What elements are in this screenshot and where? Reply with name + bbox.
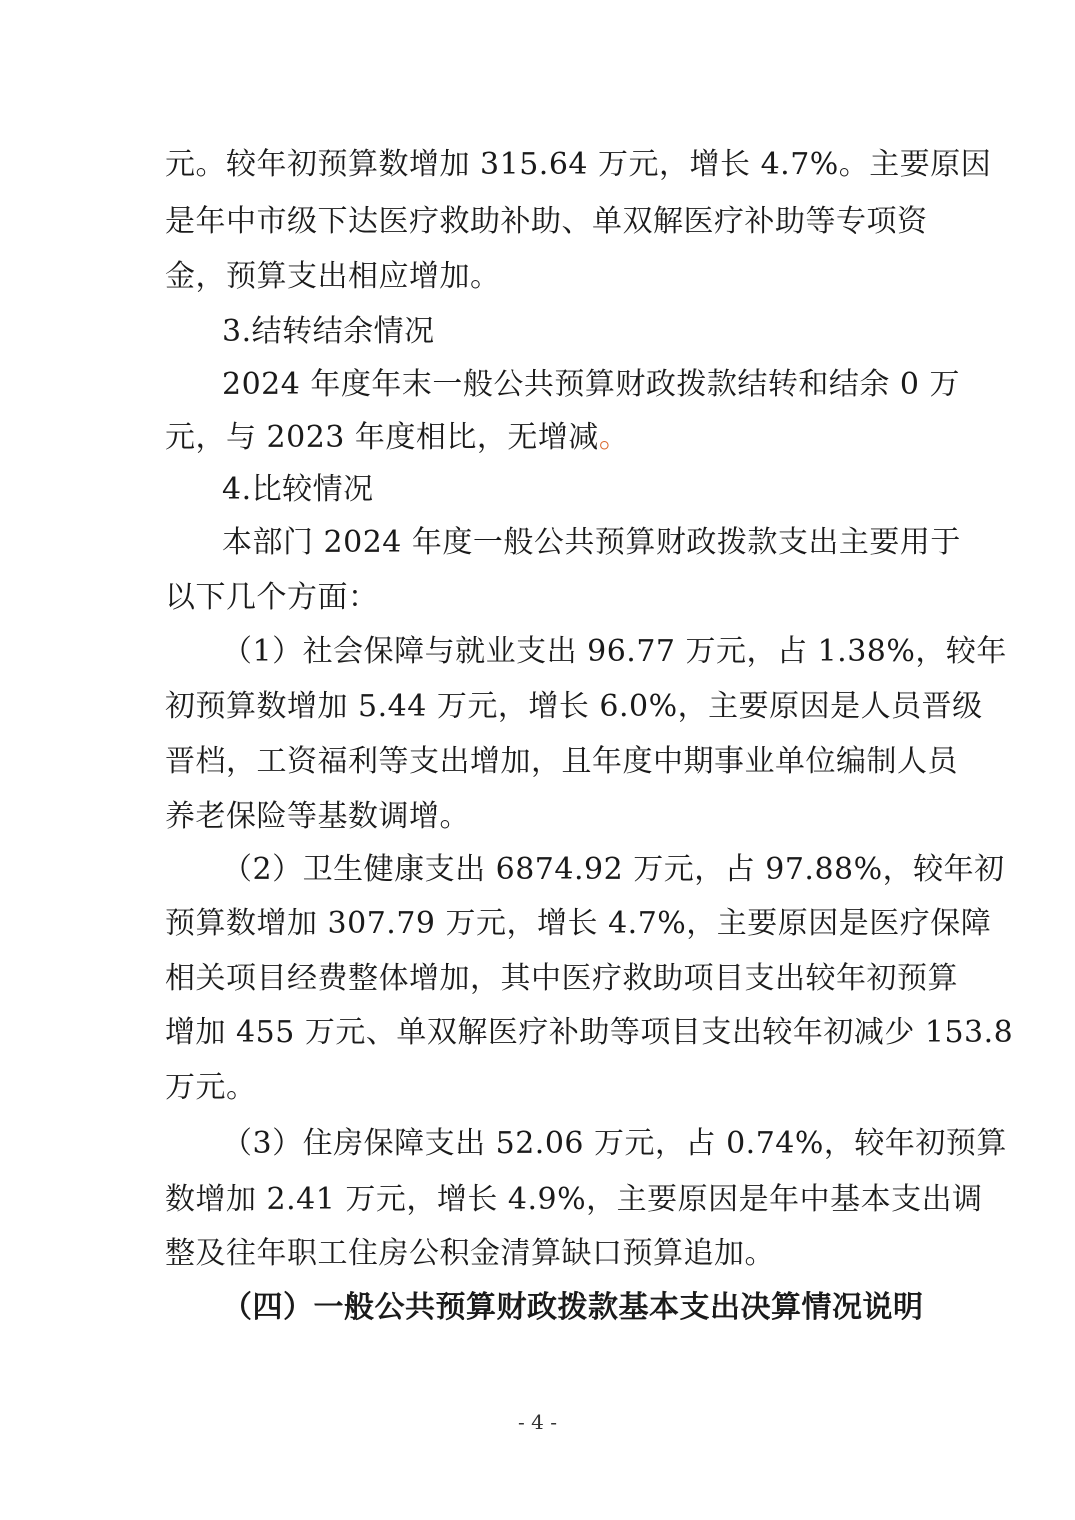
- paragraph-line: 本部门 2024 年度一般公共预算财政拨款支出主要用于: [222, 525, 961, 560]
- paragraph-line: 初预算数增加 5.44 万元，增长 6.0%，主要原因是人员晋级: [165, 689, 983, 724]
- paragraph-line: 相关项目经费整体增加，其中医疗救助项目支出较年初预算: [165, 961, 958, 996]
- paragraph-line: 金，预算支出相应增加。: [165, 259, 501, 294]
- paragraph-line: 元。较年初预算数增加 315.64 万元，增长 4.7%。主要原因: [165, 147, 992, 182]
- paragraph-line: （3）住房保障支出 52.06 万元，占 0.74%，较年初预算: [222, 1126, 1007, 1161]
- paragraph-line: [165, 418, 915, 458]
- paragraph-line: 预算数增加 307.79 万元，增长 4.7%，主要原因是医疗保障: [165, 906, 992, 941]
- paragraph-line: 晋档，工资福利等支出增加，且年度中期事业单位编制人员: [165, 744, 958, 779]
- paragraph-line: 增加 455 万元、单双解医疗补助等项目支出较年初减少 153.8: [165, 1015, 1014, 1050]
- paragraph-line: 养老保险等基数调增。: [165, 799, 470, 834]
- paragraph-line: 万元。: [165, 1070, 257, 1105]
- paragraph-line: （1）社会保障与就业支出 96.77 万元，占 1.38%，较年: [222, 634, 1007, 669]
- paragraph-line: （2）卫生健康支出 6874.92 万元，占 97.88%，较年初: [222, 852, 1005, 887]
- section-heading: 4.比较情况: [222, 472, 374, 507]
- page-number: - 4 -: [518, 1410, 557, 1434]
- section-heading-bold: （四）一般公共预算财政拨款基本支出决算情况说明: [222, 1290, 924, 1325]
- paragraph-line: 整及往年职工住房公积金清算缺口预算追加。: [165, 1236, 775, 1271]
- paragraph-line: 2024 年度年末一般公共预算财政拨款结转和结余 0 万: [222, 367, 961, 402]
- orange-period: 。: [598, 420, 630, 455]
- paragraph-line: 数增加 2.41 万元，增长 4.9%，主要原因是年中基本支出调: [165, 1182, 983, 1217]
- paragraph-line: 以下几个方面：: [165, 580, 379, 615]
- paragraph-line: 是年中市级下达医疗救助补助、单双解医疗补助等专项资: [165, 204, 928, 239]
- section-heading: 3.结转结余情况: [222, 314, 435, 349]
- paragraph-line-text: 元，与 2023 年度相比，无增减: [165, 420, 599, 455]
